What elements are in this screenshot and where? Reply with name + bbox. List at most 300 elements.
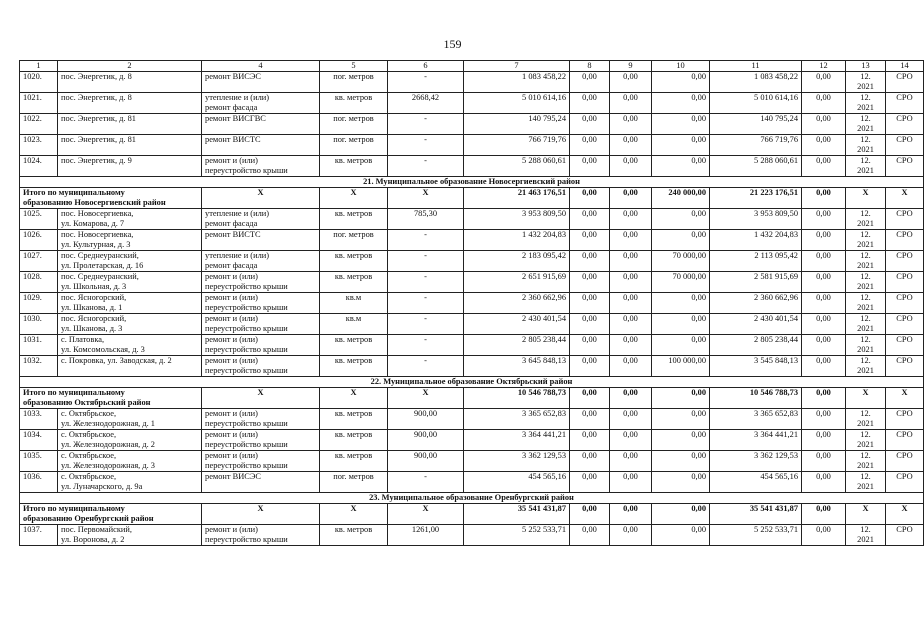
table-row <box>20 156 924 177</box>
local-funds-cell: 0,00 <box>652 472 710 493</box>
total-federal-funds: 0,00 <box>570 504 610 525</box>
other-funds-cell: 0,00 <box>802 356 846 377</box>
volume-cell: - <box>388 156 464 177</box>
unit-cell: кв. метров <box>320 156 388 177</box>
total-cost-cell: 3 362 129,53 <box>464 451 570 472</box>
federal-funds-cell: 0,00 <box>570 72 610 93</box>
address-cell: пос. Ясногорский, ул. Шканова, д. 1 <box>58 293 202 314</box>
work-type-cell: ремонт и (или) переустройство крыши <box>202 335 320 356</box>
owner-funds-cell: 3 362 129,53 <box>710 451 802 472</box>
other-funds-cell: 0,00 <box>802 93 846 114</box>
row-number-cell: 1030. <box>20 314 58 335</box>
total-other-funds: 0,00 <box>802 504 846 525</box>
table-row <box>20 272 924 293</box>
method-cell: СРО <box>886 114 924 135</box>
total-cost-cell: 5 010 614,16 <box>464 93 570 114</box>
address-cell: пос. Энергетик, д. 9 <box>58 156 202 177</box>
volume-cell: 900,00 <box>388 451 464 472</box>
local-funds-cell: 0,00 <box>652 293 710 314</box>
method-cell: СРО <box>886 251 924 272</box>
unit-cell: кв. метров <box>320 93 388 114</box>
completion-date-cell: 12. 2021 <box>846 209 886 230</box>
volume-cell: 1261,00 <box>388 525 464 546</box>
federal-funds-cell: 0,00 <box>570 472 610 493</box>
row-number-cell: 1023. <box>20 135 58 156</box>
unit-cell: пог. метров <box>320 230 388 251</box>
local-funds-cell: 70 000,00 <box>652 251 710 272</box>
unit-cell: кв. метров <box>320 251 388 272</box>
method-cell: СРО <box>886 356 924 377</box>
local-funds-cell: 0,00 <box>652 525 710 546</box>
column-number-cell: 13 <box>846 61 886 72</box>
volume-cell: - <box>388 335 464 356</box>
work-type-cell: ремонт ВИСЭС <box>202 472 320 493</box>
row-number-cell: 1032. <box>20 356 58 377</box>
address-cell: с. Покровка, ул. Заводская, д. 2 <box>58 356 202 377</box>
column-number-cell: 9 <box>610 61 652 72</box>
row-number-cell: 1025. <box>20 209 58 230</box>
federal-funds-cell: 0,00 <box>570 293 610 314</box>
owner-funds-cell: 2 430 401,54 <box>710 314 802 335</box>
total-volume: X <box>388 504 464 525</box>
unit-cell: кв. метров <box>320 356 388 377</box>
total-total-cost: 10 546 788,73 <box>464 388 570 409</box>
unit-cell: пог. метров <box>320 472 388 493</box>
total-completion-date: X <box>846 188 886 209</box>
total-cost-cell: 2 183 095,42 <box>464 251 570 272</box>
column-number-cell: 7 <box>464 61 570 72</box>
volume-cell: - <box>388 472 464 493</box>
method-cell: СРО <box>886 72 924 93</box>
owner-funds-cell: 2 113 095,42 <box>710 251 802 272</box>
local-funds-cell: 100 000,00 <box>652 356 710 377</box>
work-type-cell: ремонт ВИСТС <box>202 135 320 156</box>
total-work-type: X <box>202 188 320 209</box>
total-regional-funds: 0,00 <box>610 188 652 209</box>
federal-funds-cell: 0,00 <box>570 451 610 472</box>
address-cell: с. Октябрьское, ул. Железнодорожная, д. 1 <box>58 409 202 430</box>
work-type-cell: ремонт и (или) переустройство крыши <box>202 409 320 430</box>
table-row <box>20 72 924 93</box>
regional-funds-cell: 0,00 <box>610 93 652 114</box>
federal-funds-cell: 0,00 <box>570 335 610 356</box>
method-cell: СРО <box>886 293 924 314</box>
work-type-cell: ремонт ВИСГВС <box>202 114 320 135</box>
local-funds-cell: 0,00 <box>652 114 710 135</box>
unit-cell: кв. метров <box>320 272 388 293</box>
local-funds-cell: 0,00 <box>652 72 710 93</box>
completion-date-cell: 12. 2021 <box>846 72 886 93</box>
row-number-cell: 1031. <box>20 335 58 356</box>
method-cell: СРО <box>886 272 924 293</box>
total-cost-cell: 5 252 533,71 <box>464 525 570 546</box>
volume-cell: 900,00 <box>388 409 464 430</box>
unit-cell: кв. метров <box>320 525 388 546</box>
regional-funds-cell: 0,00 <box>610 156 652 177</box>
address-cell: с. Платовка, ул. Комсомольская, д. 3 <box>58 335 202 356</box>
table-row <box>20 430 924 451</box>
district-total-row <box>20 388 924 409</box>
volume-cell: - <box>388 272 464 293</box>
column-number-cell: 8 <box>570 61 610 72</box>
owner-funds-cell: 5 010 614,16 <box>710 93 802 114</box>
section-heading-row <box>20 493 924 504</box>
regional-funds-cell: 0,00 <box>610 230 652 251</box>
column-number-cell: 4 <box>202 61 320 72</box>
other-funds-cell: 0,00 <box>802 525 846 546</box>
address-cell: пос. Ясногорский, ул. Шканова, д. 3 <box>58 314 202 335</box>
owner-funds-cell: 3 545 848,13 <box>710 356 802 377</box>
local-funds-cell: 0,00 <box>652 451 710 472</box>
other-funds-cell: 0,00 <box>802 314 846 335</box>
federal-funds-cell: 0,00 <box>570 356 610 377</box>
completion-date-cell: 12. 2021 <box>846 525 886 546</box>
total-local-funds: 0,00 <box>652 504 710 525</box>
work-type-cell: ремонт и (или) переустройство крыши <box>202 525 320 546</box>
federal-funds-cell: 0,00 <box>570 525 610 546</box>
column-number-cell: 10 <box>652 61 710 72</box>
method-cell: СРО <box>886 409 924 430</box>
other-funds-cell: 0,00 <box>802 335 846 356</box>
federal-funds-cell: 0,00 <box>570 114 610 135</box>
work-type-cell: ремонт и (или) переустройство крыши <box>202 314 320 335</box>
regional-funds-cell: 0,00 <box>610 451 652 472</box>
column-number-cell: 6 <box>388 61 464 72</box>
total-other-funds: 0,00 <box>802 188 846 209</box>
method-cell: СРО <box>886 430 924 451</box>
completion-date-cell: 12. 2021 <box>846 251 886 272</box>
total-local-funds: 240 000,00 <box>652 188 710 209</box>
other-funds-cell: 0,00 <box>802 409 846 430</box>
unit-cell: пог. метров <box>320 72 388 93</box>
total-cost-cell: 2 805 238,44 <box>464 335 570 356</box>
local-funds-cell: 0,00 <box>652 335 710 356</box>
table-row <box>20 356 924 377</box>
row-number-cell: 1026. <box>20 230 58 251</box>
local-funds-cell: 0,00 <box>652 156 710 177</box>
completion-date-cell: 12. 2021 <box>846 451 886 472</box>
regional-funds-cell: 0,00 <box>610 293 652 314</box>
method-cell: СРО <box>886 230 924 251</box>
completion-date-cell: 12. 2021 <box>846 356 886 377</box>
total-owner-funds: 35 541 431,87 <box>710 504 802 525</box>
total-volume: X <box>388 388 464 409</box>
total-volume: X <box>388 188 464 209</box>
unit-cell: кв. метров <box>320 451 388 472</box>
table-row <box>20 209 924 230</box>
address-cell: пос. Энергетик, д. 8 <box>58 93 202 114</box>
owner-funds-cell: 2 360 662,96 <box>710 293 802 314</box>
federal-funds-cell: 0,00 <box>570 135 610 156</box>
regional-funds-cell: 0,00 <box>610 335 652 356</box>
local-funds-cell: 0,00 <box>652 135 710 156</box>
section-title: 22. Муниципальное образование Октябрьский район <box>20 377 924 388</box>
regional-funds-cell: 0,00 <box>610 472 652 493</box>
column-number-cell: 1 <box>20 61 58 72</box>
work-type-cell: ремонт ВИСТС <box>202 230 320 251</box>
total-cost-cell: 454 565,16 <box>464 472 570 493</box>
total-cost-cell: 2 430 401,54 <box>464 314 570 335</box>
owner-funds-cell: 3 365 652,83 <box>710 409 802 430</box>
owner-funds-cell: 140 795,24 <box>710 114 802 135</box>
federal-funds-cell: 0,00 <box>570 156 610 177</box>
completion-date-cell: 12. 2021 <box>846 93 886 114</box>
page-number: 159 <box>443 37 462 51</box>
other-funds-cell: 0,00 <box>802 251 846 272</box>
address-cell: пос. Энергетик, д. 8 <box>58 72 202 93</box>
address-cell: с. Октябрьское, ул. Луначарского, д. 9а <box>58 472 202 493</box>
method-cell: СРО <box>886 451 924 472</box>
total-unit: X <box>320 388 388 409</box>
regional-funds-cell: 0,00 <box>610 314 652 335</box>
other-funds-cell: 0,00 <box>802 451 846 472</box>
total-work-type: X <box>202 504 320 525</box>
federal-funds-cell: 0,00 <box>570 209 610 230</box>
row-number-cell: 1027. <box>20 251 58 272</box>
address-cell: пос. Первомайский, ул. Воронова, д. 2 <box>58 525 202 546</box>
row-number-cell: 1020. <box>20 72 58 93</box>
total-regional-funds: 0,00 <box>610 504 652 525</box>
method-cell: СРО <box>886 209 924 230</box>
regional-funds-cell: 0,00 <box>610 430 652 451</box>
total-method: X <box>886 388 924 409</box>
table-row <box>20 114 924 135</box>
total-completion-date: X <box>846 388 886 409</box>
address-cell: с. Октябрьское, ул. Железнодорожная, д. 3 <box>58 451 202 472</box>
address-cell: пос. Энергетик, д. 81 <box>58 135 202 156</box>
other-funds-cell: 0,00 <box>802 209 846 230</box>
address-cell: пос. Среднеуранский, ул. Пролетарская, д. 16 <box>58 251 202 272</box>
total-owner-funds: 21 223 176,51 <box>710 188 802 209</box>
other-funds-cell: 0,00 <box>802 114 846 135</box>
regional-funds-cell: 0,00 <box>610 272 652 293</box>
work-type-cell: ремонт и (или) переустройство крыши <box>202 156 320 177</box>
row-number-cell: 1021. <box>20 93 58 114</box>
federal-funds-cell: 0,00 <box>570 251 610 272</box>
total-cost-cell: 1 432 204,83 <box>464 230 570 251</box>
regional-funds-cell: 0,00 <box>610 525 652 546</box>
table-row <box>20 472 924 493</box>
other-funds-cell: 0,00 <box>802 272 846 293</box>
work-type-cell: ремонт ВИСЭС <box>202 72 320 93</box>
volume-cell: - <box>388 251 464 272</box>
work-type-cell: ремонт и (или) переустройство крыши <box>202 293 320 314</box>
owner-funds-cell: 454 565,16 <box>710 472 802 493</box>
completion-date-cell: 12. 2021 <box>846 430 886 451</box>
completion-date-cell: 12. 2021 <box>846 156 886 177</box>
unit-cell: кв. метров <box>320 409 388 430</box>
total-cost-cell: 3 365 652,83 <box>464 409 570 430</box>
address-cell: с. Октябрьское, ул. Железнодорожная, д. 2 <box>58 430 202 451</box>
work-type-cell: утепление и (или) ремонт фасада <box>202 93 320 114</box>
owner-funds-cell: 2 581 915,69 <box>710 272 802 293</box>
work-type-cell: ремонт и (или) переустройство крыши <box>202 430 320 451</box>
table-row <box>20 409 924 430</box>
work-type-cell: ремонт и (или) переустройство крыши <box>202 451 320 472</box>
row-number-cell: 1028. <box>20 272 58 293</box>
total-cost-cell: 3 645 848,13 <box>464 356 570 377</box>
column-number-header-row <box>20 61 924 72</box>
unit-cell: кв. метров <box>320 209 388 230</box>
method-cell: СРО <box>886 472 924 493</box>
address-cell: пос. Энергетик, д. 81 <box>58 114 202 135</box>
row-number-cell: 1037. <box>20 525 58 546</box>
unit-cell: кв. метров <box>320 335 388 356</box>
total-other-funds: 0,00 <box>802 388 846 409</box>
method-cell: СРО <box>886 93 924 114</box>
method-cell: СРО <box>886 156 924 177</box>
work-type-cell: утепление и (или) ремонт фасада <box>202 251 320 272</box>
table-row <box>20 525 924 546</box>
row-number-cell: 1035. <box>20 451 58 472</box>
address-cell: пос. Новосергиевка, ул. Культурная, д. 3 <box>58 230 202 251</box>
address-cell: пос. Новосергиевка, ул. Комарова, д. 7 <box>58 209 202 230</box>
address-cell: пос. Среднеуранский, ул. Школьная, д. 3 <box>58 272 202 293</box>
volume-cell: - <box>388 230 464 251</box>
section-title: 23. Муниципальное образование Оренбургский район <box>20 493 924 504</box>
other-funds-cell: 0,00 <box>802 230 846 251</box>
owner-funds-cell: 3 364 441,21 <box>710 430 802 451</box>
unit-cell: кв. метров <box>320 430 388 451</box>
completion-date-cell: 12. 2021 <box>846 230 886 251</box>
total-federal-funds: 0,00 <box>570 188 610 209</box>
total-owner-funds: 10 546 788,73 <box>710 388 802 409</box>
owner-funds-cell: 3 953 809,50 <box>710 209 802 230</box>
row-number-cell: 1034. <box>20 430 58 451</box>
owner-funds-cell: 5 288 060,61 <box>710 156 802 177</box>
total-cost-cell: 2 651 915,69 <box>464 272 570 293</box>
work-type-cell: ремонт и (или) переустройство крыши <box>202 356 320 377</box>
completion-date-cell: 12. 2021 <box>846 135 886 156</box>
total-label: Итого по муниципальному образованию Новосергиевский район <box>20 188 202 209</box>
method-cell: СРО <box>886 314 924 335</box>
total-method: X <box>886 504 924 525</box>
regional-funds-cell: 0,00 <box>610 135 652 156</box>
column-number-cell: 2 <box>58 61 202 72</box>
work-type-cell: ремонт и (или) переустройство крыши <box>202 272 320 293</box>
total-federal-funds: 0,00 <box>570 388 610 409</box>
unit-cell: пог. метров <box>320 135 388 156</box>
regional-funds-cell: 0,00 <box>610 114 652 135</box>
unit-cell: пог. метров <box>320 114 388 135</box>
capital-repair-table <box>19 60 924 546</box>
total-unit: X <box>320 188 388 209</box>
district-total-row <box>20 188 924 209</box>
method-cell: СРО <box>886 135 924 156</box>
federal-funds-cell: 0,00 <box>570 430 610 451</box>
row-number-cell: 1024. <box>20 156 58 177</box>
district-total-row <box>20 504 924 525</box>
row-number-cell: 1036. <box>20 472 58 493</box>
federal-funds-cell: 0,00 <box>570 272 610 293</box>
completion-date-cell: 12. 2021 <box>846 272 886 293</box>
other-funds-cell: 0,00 <box>802 72 846 93</box>
table-row <box>20 335 924 356</box>
owner-funds-cell: 2 805 238,44 <box>710 335 802 356</box>
total-cost-cell: 140 795,24 <box>464 114 570 135</box>
completion-date-cell: 12. 2021 <box>846 114 886 135</box>
local-funds-cell: 70 000,00 <box>652 272 710 293</box>
total-cost-cell: 766 719,76 <box>464 135 570 156</box>
volume-cell: - <box>388 135 464 156</box>
unit-cell: кв.м <box>320 293 388 314</box>
local-funds-cell: 0,00 <box>652 430 710 451</box>
method-cell: СРО <box>886 335 924 356</box>
volume-cell: - <box>388 114 464 135</box>
unit-cell: кв.м <box>320 314 388 335</box>
row-number-cell: 1033. <box>20 409 58 430</box>
table-row <box>20 293 924 314</box>
other-funds-cell: 0,00 <box>802 293 846 314</box>
section-title: 21. Муниципальное образование Новосергиевский район <box>20 177 924 188</box>
total-label: Итого по муниципальному образованию Оренбургский район <box>20 504 202 525</box>
total-total-cost: 21 463 176,51 <box>464 188 570 209</box>
other-funds-cell: 0,00 <box>802 135 846 156</box>
total-local-funds: 0,00 <box>652 388 710 409</box>
total-label: Итого по муниципальному образованию Октябрьский район <box>20 388 202 409</box>
other-funds-cell: 0,00 <box>802 472 846 493</box>
federal-funds-cell: 0,00 <box>570 93 610 114</box>
regional-funds-cell: 0,00 <box>610 356 652 377</box>
row-number-cell: 1022. <box>20 114 58 135</box>
volume-cell: - <box>388 314 464 335</box>
completion-date-cell: 12. 2021 <box>846 409 886 430</box>
table-row <box>20 251 924 272</box>
total-unit: X <box>320 504 388 525</box>
total-cost-cell: 3 953 809,50 <box>464 209 570 230</box>
table-row <box>20 135 924 156</box>
volume-cell: 900,00 <box>388 430 464 451</box>
other-funds-cell: 0,00 <box>802 156 846 177</box>
column-number-cell: 5 <box>320 61 388 72</box>
local-funds-cell: 0,00 <box>652 314 710 335</box>
table-row <box>20 230 924 251</box>
volume-cell: 2668,42 <box>388 93 464 114</box>
other-funds-cell: 0,00 <box>802 430 846 451</box>
federal-funds-cell: 0,00 <box>570 409 610 430</box>
total-cost-cell: 3 364 441,21 <box>464 430 570 451</box>
total-cost-cell: 5 288 060,61 <box>464 156 570 177</box>
regional-funds-cell: 0,00 <box>610 209 652 230</box>
table-row <box>20 93 924 114</box>
table-row <box>20 451 924 472</box>
volume-cell: - <box>388 356 464 377</box>
federal-funds-cell: 0,00 <box>570 314 610 335</box>
completion-date-cell: 12. 2021 <box>846 335 886 356</box>
table-body <box>20 61 924 546</box>
local-funds-cell: 0,00 <box>652 209 710 230</box>
total-cost-cell: 2 360 662,96 <box>464 293 570 314</box>
owner-funds-cell: 5 252 533,71 <box>710 525 802 546</box>
total-method: X <box>886 188 924 209</box>
section-heading-row <box>20 377 924 388</box>
local-funds-cell: 0,00 <box>652 230 710 251</box>
regional-funds-cell: 0,00 <box>610 409 652 430</box>
completion-date-cell: 12. 2021 <box>846 314 886 335</box>
total-regional-funds: 0,00 <box>610 388 652 409</box>
total-cost-cell: 1 083 458,22 <box>464 72 570 93</box>
column-number-cell: 11 <box>710 61 802 72</box>
column-number-cell: 12 <box>802 61 846 72</box>
owner-funds-cell: 1 083 458,22 <box>710 72 802 93</box>
table-row <box>20 314 924 335</box>
row-number-cell: 1029. <box>20 293 58 314</box>
volume-cell: - <box>388 293 464 314</box>
completion-date-cell: 12. 2021 <box>846 472 886 493</box>
completion-date-cell: 12. 2021 <box>846 293 886 314</box>
column-number-cell: 14 <box>886 61 924 72</box>
regional-funds-cell: 0,00 <box>610 251 652 272</box>
